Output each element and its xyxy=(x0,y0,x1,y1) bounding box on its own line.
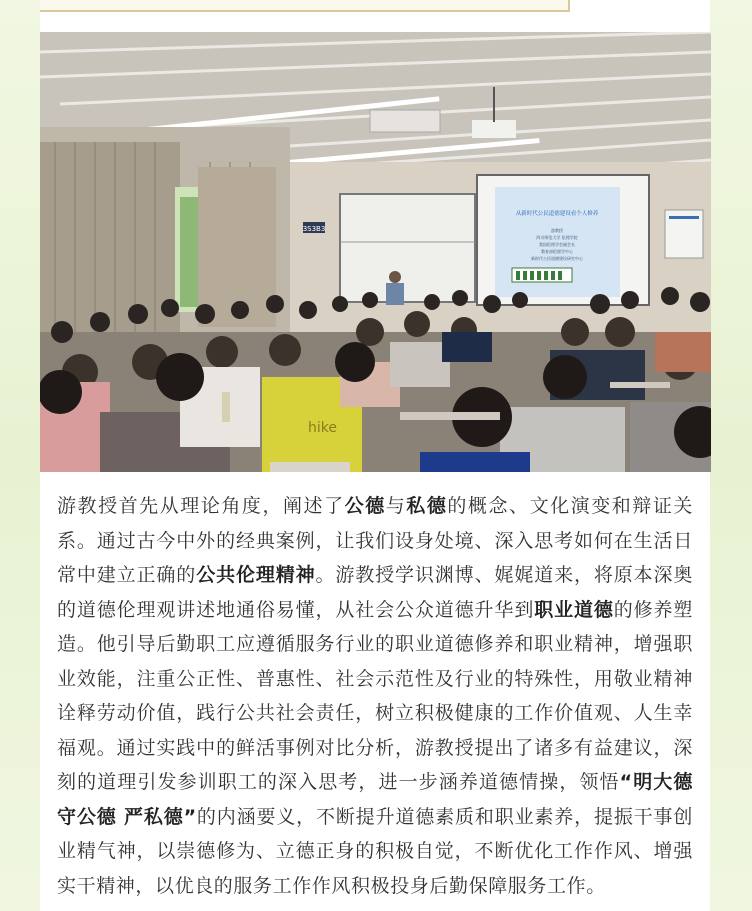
text-run: 的概念、文化演变和辩证关系。通过古今中外的经典案例，让我们设身处境、深入思考如何在生活日常中建立正确的 xyxy=(57,495,693,586)
text-run: 的内涵要义，不断提升道德素质和职业素养，提振干事创业精气神，以崇德修为、立德正身的积极自觉，不断优化工作作风、增强实干精神，以优良的服务工作作风积极投身后勤保障服务工作。 xyxy=(57,805,693,897)
keyword-public-morality: 公德 xyxy=(344,495,386,517)
shirt-text: hike xyxy=(308,420,337,436)
slide-line-5: 新时代公民道德建设研究中心 xyxy=(531,256,583,261)
slide-line-4: 教育部伦理学中心 xyxy=(541,249,573,254)
previous-section-strip xyxy=(40,0,570,12)
slide-line-3: 我国伦理学会副会长 xyxy=(539,242,575,247)
door-sign-text: 3S3B3 xyxy=(302,225,326,233)
keyword-motto: “明大德 守公德 严私德” xyxy=(57,771,693,828)
article-paragraph xyxy=(57,489,693,903)
right-page-margin xyxy=(710,0,752,911)
keyword-private-morality: 私德 xyxy=(406,495,448,517)
lecture-photo xyxy=(40,32,711,472)
keyword-professional-ethics: 职业道德 xyxy=(534,598,614,621)
keyword-public-ethics-spirit: 公共伦理精神 xyxy=(196,564,316,586)
text-run: 。游教授学识渊博、娓娓道来，将原本深奥的道德伦理观讲述地通俗易懂，从社会公众道德升华到 xyxy=(57,564,693,621)
text-run: 的修养塑造。他引导后勤职工应遵循服务行业的职业道德修养和职业精神，增强职业效能，注重公正性、普惠性、社会示范性及行业的特殊性，用敬业精神诠释劳动价值，践行公共社会责任，树立积极健康的工作价值观、人生幸福观。通过实践中的鲜活事例对比分析，游教授提出了诸多有益建议，深刻的道理引发参训职工的深入思考，进一步涵养道德情操，领悟 xyxy=(57,598,694,793)
text-run: 游教授首先从理论角度，阐述了 xyxy=(57,495,345,517)
slide-title: 从新时代公民道德建设看个人修养 xyxy=(515,211,599,217)
slide-line-1: 游教授 xyxy=(551,228,563,233)
slide-line-2: 四川师范大学 伦理学院 xyxy=(536,235,578,240)
left-page-margin xyxy=(0,0,40,911)
text-run: 与 xyxy=(385,495,407,517)
